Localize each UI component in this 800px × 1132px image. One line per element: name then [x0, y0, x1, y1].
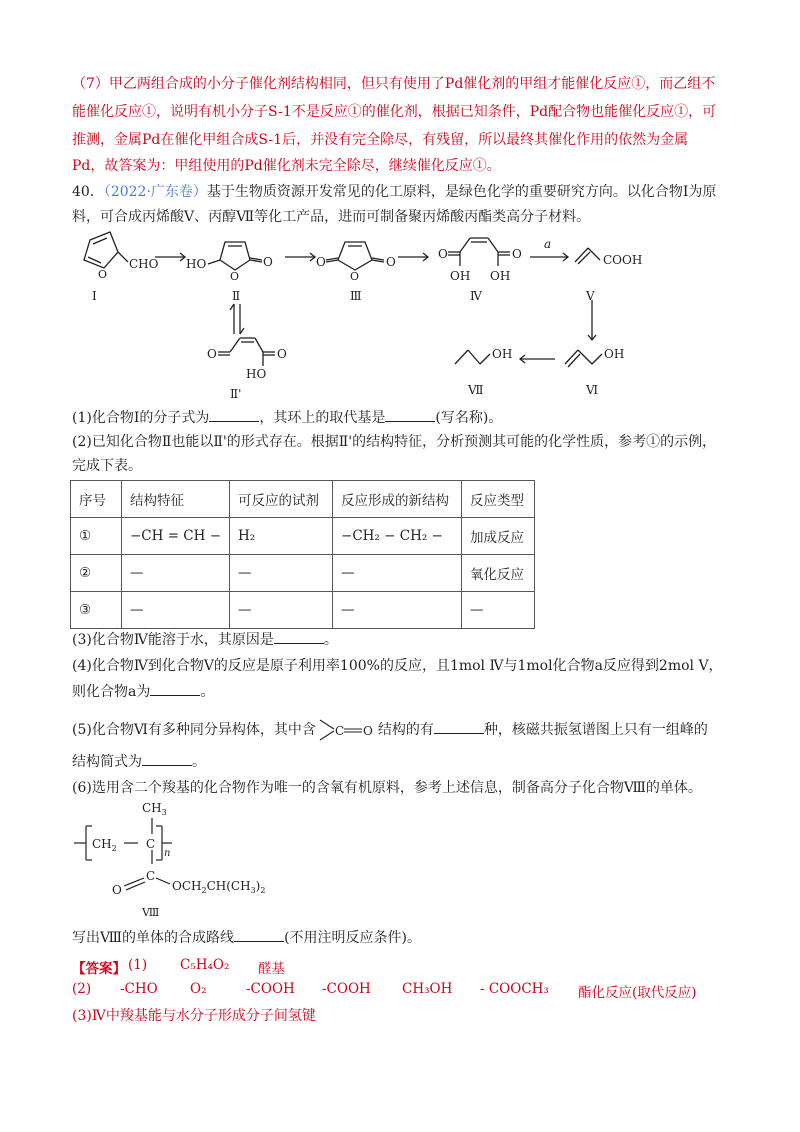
table-row	[71, 518, 535, 555]
svg-text:O: O	[112, 883, 122, 897]
table-cell: ③	[71, 592, 122, 629]
answer-row-1: 【答案】 (1) C₅H₄O₂ 醛基	[72, 957, 285, 977]
ring-o-ii: O	[230, 270, 240, 283]
svg-text:OCH2CH(CH3)2: $OCH_2CH(CH_3)_2$	[172, 879, 266, 895]
answer-row-2: (2) -CHO O₂ -COOH -COOH CH₃OH - COOCH₃ 酯化反应(取代反应)	[72, 981, 697, 1001]
carbonyl-o-ii-prime-right: O	[277, 347, 287, 361]
carbonyl-o-iv-left: O	[438, 247, 448, 261]
table-cell[interactable]: —	[230, 592, 333, 629]
label-ii-prime: Ⅱ'	[230, 387, 242, 401]
answer-row-3: (3)Ⅳ中羧基能与水分子形成分子间氢键	[72, 1008, 316, 1024]
cooh-label: COOH	[603, 253, 643, 267]
sub-question-2-line2: 完成下表。	[72, 458, 142, 474]
table-cell[interactable]: —	[122, 555, 230, 592]
answer-heading: 【答案】	[72, 961, 126, 977]
oh-iv-right: OH	[490, 269, 511, 283]
sub-question-2-line1: (2)已知化合物Ⅱ也能以Ⅱ'的形式存在。根据Ⅱ'的结构特征，分析预测其可能的化学性质，参考①的示例，	[72, 434, 717, 450]
label-ii: Ⅱ	[232, 289, 241, 303]
table-cell[interactable]: —	[462, 592, 535, 629]
answer-blank-3[interactable]	[274, 629, 324, 644]
label-viii: Ⅷ	[142, 906, 160, 919]
svg-text:C: C	[146, 869, 156, 883]
svg-text:CH2: $CH_2$	[92, 837, 117, 853]
svg-text:C: C	[146, 837, 156, 851]
carbonyl-o-iii-left: O	[316, 255, 326, 269]
oh-vi: OH	[604, 347, 625, 361]
question-source[interactable]: （2022·广东卷）	[103, 184, 207, 200]
label-iii: Ⅲ	[350, 289, 362, 303]
question-40-intro	[72, 180, 732, 204]
polymer-viii-structure	[60, 798, 300, 924]
svg-text:C: C	[334, 724, 345, 738]
table-row	[71, 592, 535, 629]
table-header: 反应类型	[462, 481, 535, 518]
property-table	[70, 480, 535, 629]
label-iv: Ⅳ	[470, 289, 482, 303]
svg-text:n: n	[164, 848, 171, 859]
table-cell[interactable]: —	[333, 592, 462, 629]
ring-o-i: O	[98, 268, 108, 281]
table-header: 反应形成的新结构	[333, 481, 462, 518]
reagent-a: a	[544, 237, 552, 251]
svg-text:O: O	[362, 724, 373, 738]
table-cell[interactable]: —	[122, 592, 230, 629]
carbonyl-o-ii: O	[263, 255, 273, 269]
table-cell: ②	[71, 555, 122, 592]
answer-blank-5a[interactable]	[434, 719, 484, 734]
table-cell: H₂	[230, 518, 333, 555]
oh-iv-left: OH	[450, 269, 471, 283]
table-cell: −CH₂ − CH₂ −	[333, 518, 462, 555]
sub-question-6-line2: 写出Ⅷ的单体的合成路线 (不用注明反应条件)。	[72, 926, 732, 950]
sub-question-5-line1: (5)化合物Ⅵ有多种同分异构体，其中含 C O 结构的有 种，核磁共振氢谱图上只有一组峰的	[72, 718, 732, 742]
sub-question-6-line1: (6)选用含二个羧基的化合物作为唯一的含氧有机原料，参考上述信息，制备高分子化合物Ⅷ的单体。	[72, 780, 702, 796]
p7-line3: 推测，金属Pd在催化甲组合成S-1后，并没有完全除尽，有残留，所以最终其催化作用的依然为金属	[72, 132, 689, 148]
label-i: Ⅰ	[92, 289, 97, 303]
table-header-row	[71, 481, 535, 518]
table-cell: ①	[71, 518, 122, 555]
table-row	[71, 555, 535, 592]
sub-question-3: (3)化合物Ⅳ能溶于水，其原因是 。	[72, 628, 732, 652]
p7-line2: 能催化反应①，说明有机小分子S-1不是反应①的催化剂，根据已知条件，Pd配合物也能催化反应①，可	[72, 104, 717, 120]
answer-blank-4[interactable]	[150, 681, 200, 696]
answer-blank-1b[interactable]	[385, 407, 435, 422]
label-v: Ⅴ	[586, 289, 595, 303]
table-header: 序号	[71, 481, 122, 518]
carbonyl-o-iv-right: O	[512, 247, 522, 261]
table-cell[interactable]: —	[333, 555, 462, 592]
table-cell: −CH = CH −	[122, 518, 230, 555]
table-header: 可反应的试剂	[230, 481, 333, 518]
ring-o-iii: O	[350, 270, 360, 283]
p7-line4: Pd，故答案为：甲组使用的Pd催化剂未完全除尽，继续催化反应①。	[72, 158, 501, 174]
oh-ii-prime: HO	[246, 367, 267, 381]
table-cell: 加成反应	[462, 518, 535, 555]
answer-blank-1a[interactable]	[209, 407, 259, 422]
reaction-scheme	[0, 222, 800, 410]
label-vii: Ⅶ	[468, 383, 484, 397]
sub-question-4-line2: 则化合物a为 。	[72, 680, 732, 704]
p7-line1: （7）甲乙两组合成的小分子催化剂结构相同，但只有使用了Pd催化剂的甲组才能催化反应①，而乙组不	[72, 76, 716, 92]
label-vi: Ⅵ	[586, 383, 599, 397]
cho-label: CHO	[129, 257, 159, 271]
oh-vii: OH	[492, 347, 513, 361]
carbonyl-o-iii-right: O	[386, 255, 396, 269]
sub-question-5-line2: 结构简式为 。	[72, 750, 732, 774]
ho-label: HO	[186, 257, 207, 271]
table-cell[interactable]: —	[230, 555, 333, 592]
carbonyl-group-icon	[316, 718, 378, 742]
table-header: 结构特征	[122, 481, 230, 518]
sub-question-1: (1)化合物Ⅰ的分子式为 ，其环上的取代基是 (写名称)。	[72, 406, 732, 430]
svg-text:CH3: $CH_3$	[142, 801, 167, 817]
answer-blank-6[interactable]	[234, 927, 284, 942]
question-intro-text: 基于生物质资源开发常见的化工原料，是绿色化学的重要研究方向。以化合物Ⅰ为原	[206, 184, 717, 200]
carbonyl-o-ii-prime: O	[207, 347, 217, 361]
question-40-intro-line2: 料，可合成丙烯酸Ⅴ、丙醇Ⅶ等化工产品，进而可制备聚丙烯酸丙酯类高分子材料。	[72, 209, 591, 225]
sub-question-4-line1: (4)化合物Ⅳ到化合物Ⅴ的反应是原子利用率100%的反应，且1mol Ⅳ与1mol化合物a反应得到2mol Ⅴ，	[72, 658, 723, 674]
question-number: 40．	[72, 184, 104, 200]
table-cell: 氧化反应	[462, 555, 535, 592]
answer-blank-5b[interactable]	[142, 751, 192, 766]
